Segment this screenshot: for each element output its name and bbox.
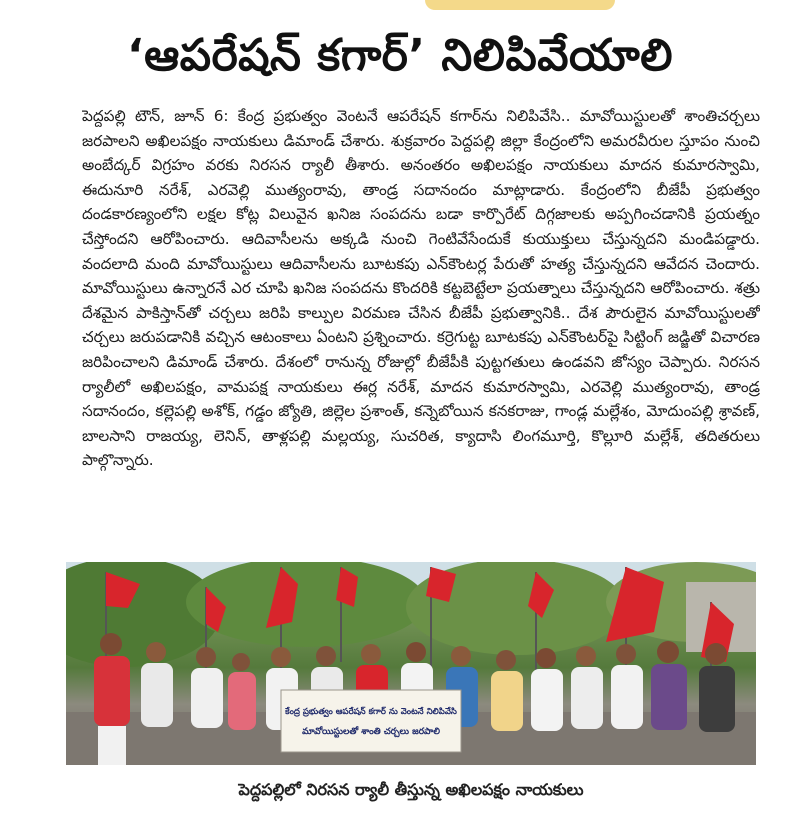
- banner-line-1: కేంద్ర ప్రభుత్వం ఆపరేషన్ కగార్ ను వెంటనే నిలిపివేసి: [285, 707, 457, 717]
- person: [611, 644, 643, 729]
- person: [651, 641, 687, 730]
- top-tab-decoration: [425, 0, 615, 10]
- person: [228, 653, 256, 730]
- rally-photo: [66, 562, 756, 765]
- person: [571, 646, 603, 729]
- banner-cloth: [281, 690, 461, 752]
- top-strip: [0, 0, 800, 16]
- photo-caption: పెద్దపల్లిలో నిరసన ర్యాలీ తీస్తున్న అఖిలపక్షం నాయకులు: [238, 780, 584, 799]
- person: [191, 647, 223, 728]
- rally-photo-illustration: [66, 562, 756, 765]
- person: [491, 650, 523, 731]
- protest-banner: [281, 690, 461, 752]
- article-body: పెద్దపల్లి టౌన్, జూన్ 6: కేంద్ర ప్రభుత్వం వెంటనే ఆపరేషన్ కగార్‌ను నిలిపివేసి.. మావోయిస్టులతో శాంతిచర్చలు జరపాలని అఖిలపక్షం నాయకులు డిమాండ్ చేశారు. శుక్రవారం పెద్దపల్లి జిల్లా కేంద్రంలోని అమరవీరుల స్తూపం నుంచి అంబేద్కర్ విగ్రహం వరకు నిరసన ర్యాలీ తీశారు. అనంతరం అఖిలపక్షం నాయకులు మాదన కుమారస్వామి, ఈదునూరి నరేశ్, ఎరవెల్లి ముత్యంరావు, తాండ్ర సదానందం మాట్లాడారు. కేంద్రంలోని బీజేపీ ప్రభుత్వం దండకారణ్యంలోని లక్షల కోట్ల విలువైన ఖనిజ సంపదను బడా కార్పొరేట్ దిగ్గజాలకు అప్పగించడానికి ప్రయత్నం చేస్తోందని ఆరోపించారు. ఆదివాసీలను అక్కడి నుంచి గెంటివేసేందుకే కుయుక్తులు చేస్తున్నదని మండిపడ్డారు. వందలాది మంది మావోయిస్టులు ఆదివాసీలను బూటకపు ఎన్‌కౌంటర్ల పేరుతో హత్య చేస్తున్నదని ఆవేదన చెందారు. మావోయిస్టులు ఉన్నారనే ఎర చూపి ఖనిజ సంపదను కొందరికి కట్టబెట్టేలా ప్రయత్నాలు చేస్తున్నదని ఆరోపించారు. శత్రు దేశమైన పాకిస్తాన్‌తో చర్చలు జరిపి కాల్పుల విరమణ చేసిన బీజేపీ ప్రభుత్వానికి.. దేశ పౌరులైన మావోయిస్టులతో చర్చలు జరుపడానికి వచ్చిన ఆటంకాలు ఏంటని ప్రశ్నించారు. కర్రెగుట్ట బూటకపు ఎన్‌కౌంటర్‌పై సిట్టింగ్ జడ్జితో విచారణ జరిపించాలని డిమాండ్ చేశారు. దేశంలో రానున్న రోజుల్లో బీజేపీకి పుట్టగతులు ఉండవని జోస్యం చెప్పారు. నిరసన ర్యాలీలో అఖిలపక్షం, వామపక్ష నాయకులు ఈర్ల నరేశ్, మాదన కుమారస్వామి, ఎరవెల్లి ముత్యంరావు, తాండ్ర సదానందం, కల్లెపల్లి అశోక్, గడ్డం జ్యోతి, జిల్లెల ప్రశాంత్, కన్నెబోయిన కనకరాజు, గాండ్ల మల్లేశం, మోదుంపల్లి శ్రావణ్, బాలసాని రాజయ్య, లెనిన్, తాళ్లపల్లి మల్లయ్య, సుచరిత, క్యాదాసి లింగమూర్తి, కొల్లూరి మల్లేశ్, తదితరులు పాల్గొన్నారు.: [82, 107, 760, 470]
- banner-line-2: మావోయిస్టులతో శాంతి చర్చలు జరపాలి: [302, 727, 440, 737]
- headline: ‘ఆపరేషన్ కగార్’ నిలిపివేయాలి: [126, 30, 674, 81]
